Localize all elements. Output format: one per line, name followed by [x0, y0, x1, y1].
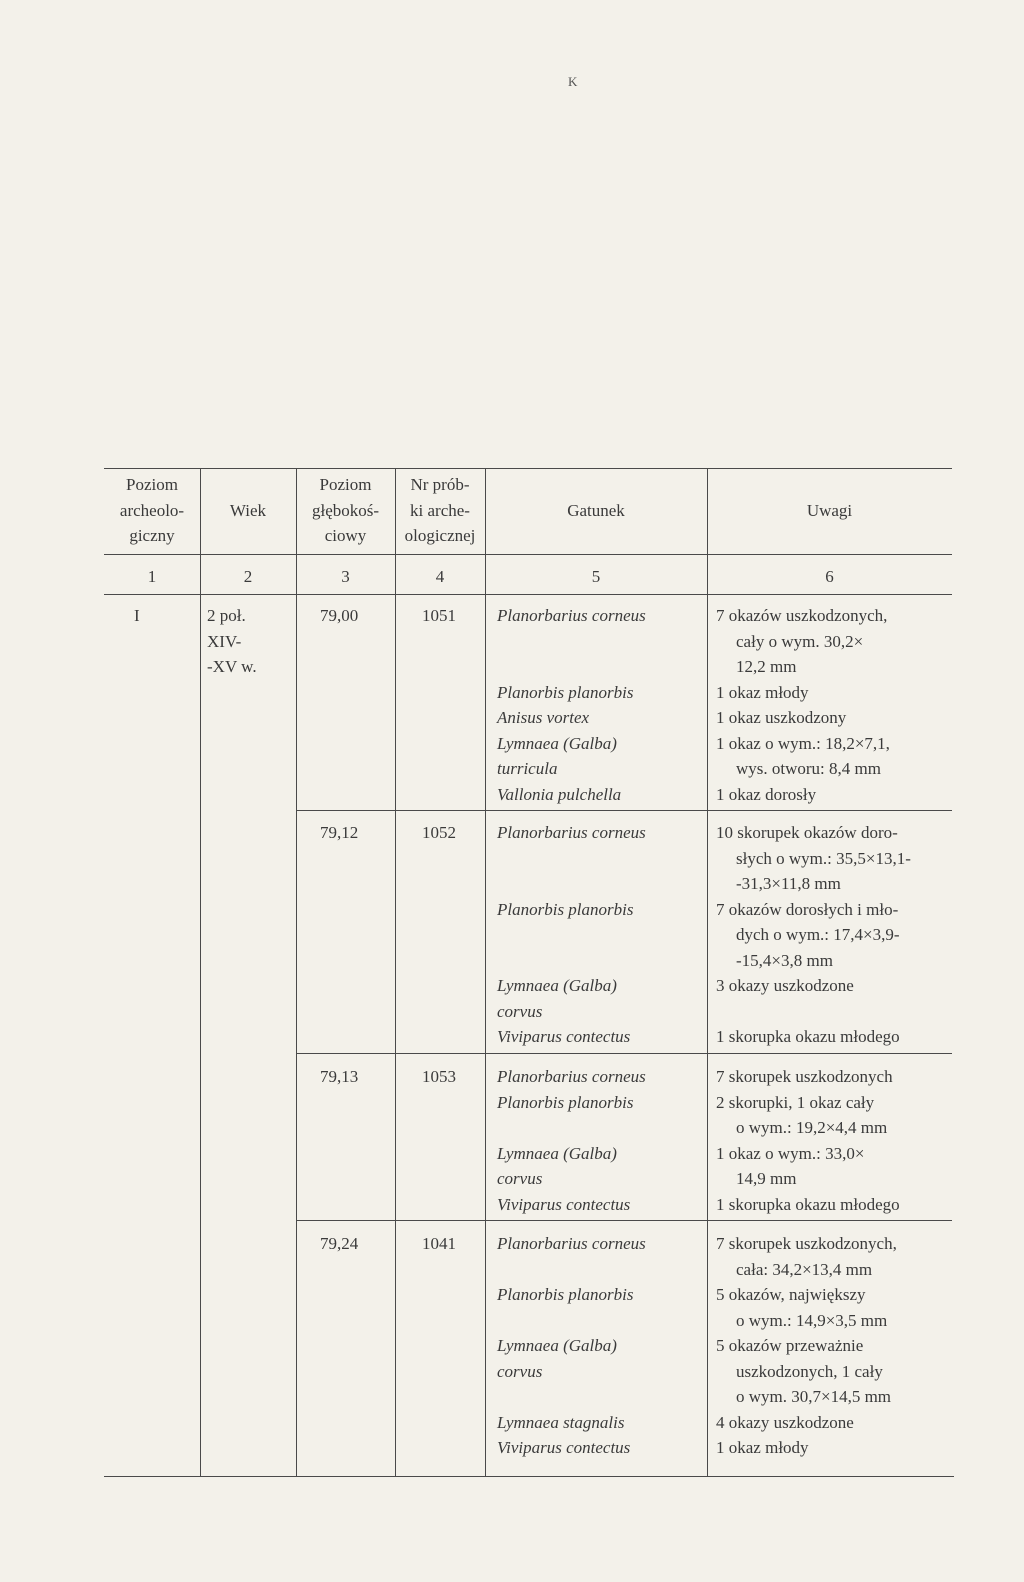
colnum-5: 5 [591, 567, 601, 586]
header-level: Poziom archeolo- giczny [119, 475, 185, 545]
group-3-depth: 79,13 [320, 1067, 359, 1086]
group-4-sample: 1041 [422, 1234, 456, 1253]
group-1-sample: 1051 [422, 606, 456, 625]
header-species: Gatunek [567, 501, 625, 520]
rule-bottom [104, 1476, 954, 1477]
group-2-sample: 1052 [422, 823, 456, 842]
colnum-1: 1 [147, 567, 157, 586]
header-depth: Poziom głębokoś- ciowy [311, 475, 380, 545]
mollusc-table [104, 468, 958, 1478]
rule-top [104, 468, 952, 469]
colnum-6: 6 [825, 567, 834, 586]
vrule-2 [296, 468, 297, 1476]
rule-colnum-bottom [104, 594, 952, 595]
group-4-depth: 79,24 [320, 1234, 359, 1253]
colnum-3: 3 [341, 567, 350, 586]
age-value: 2 poł. XIV- -XV w. [207, 606, 257, 676]
colnum-2: 2 [243, 567, 253, 586]
header-notes: Uwagi [806, 501, 853, 520]
vrule-4 [485, 468, 486, 1476]
page-mark: K [568, 74, 578, 89]
group-2-notes: 10 skorupek okazów doro- słych o wym.: 35,5×13,1- -31,3×11,8 mm 7 okazów dorosłych i mło- dych o wym.: 17,4×3,9- -15,4×3,8 mm 3 okazy uszkodzone 1 skorupka okazu młodego [716, 823, 911, 1046]
header-age: Wiek [229, 501, 267, 520]
colnum-4: 4 [435, 567, 445, 586]
group-2-species: Planorbarius corneus Planorbis planorbis Lymnaea (Galba) corvus Viviparus contectus [497, 823, 646, 1046]
group-1-depth: 79,00 [320, 606, 359, 625]
header-sample: Nr prób- ki arche- ologicznej [404, 475, 476, 545]
rule-header-bottom [104, 554, 952, 555]
group-4-notes: 7 skorupek uszkodzonych, cała: 34,2×13,4 mm 5 okazów, największy o wym.: 14,9×3,5 mm 5 okazów przeważnie uszkodzonych, 1 cały o wym. 30,7×14,5 mm 4 okazy uszkodzone 1 okaz młody [716, 1234, 897, 1457]
group-4-species: Planorbarius corneus Planorbis planorbis Lymnaea (Galba) corvus Lymnaea stagnalis Viviparus contectus [497, 1234, 646, 1457]
level-value: I [134, 606, 140, 625]
group-1-notes: 7 okazów uszkodzonych, cały o wym. 30,2× 12,2 mm 1 okaz młody 1 okaz uszkodzony 1 okaz o wym.: 18,2×7,1, wys. otworu: 8,4 mm 1 okaz dorosły [716, 606, 890, 804]
vrule-1 [200, 468, 201, 1476]
group-2-depth: 79,12 [320, 823, 359, 842]
group-1-species: Planorbarius corneus Planorbis planorbis Anisus vortex Lymnaea (Galba) turricula Vallonia pulchella [497, 606, 646, 804]
group-3-notes: 7 skorupek uszkodzonych 2 skorupki, 1 okaz cały o wym.: 19,2×4,4 mm 1 okaz o wym.: 33,0× 14,9 mm 1 skorupka okazu młodego [716, 1067, 900, 1214]
group-3-species: Planorbarius corneus Planorbis planorbis Lymnaea (Galba) corvus Viviparus contectus [497, 1067, 646, 1214]
vrule-3 [395, 468, 396, 1476]
group-3-sample: 1053 [422, 1067, 456, 1086]
vrule-5 [707, 468, 708, 1476]
